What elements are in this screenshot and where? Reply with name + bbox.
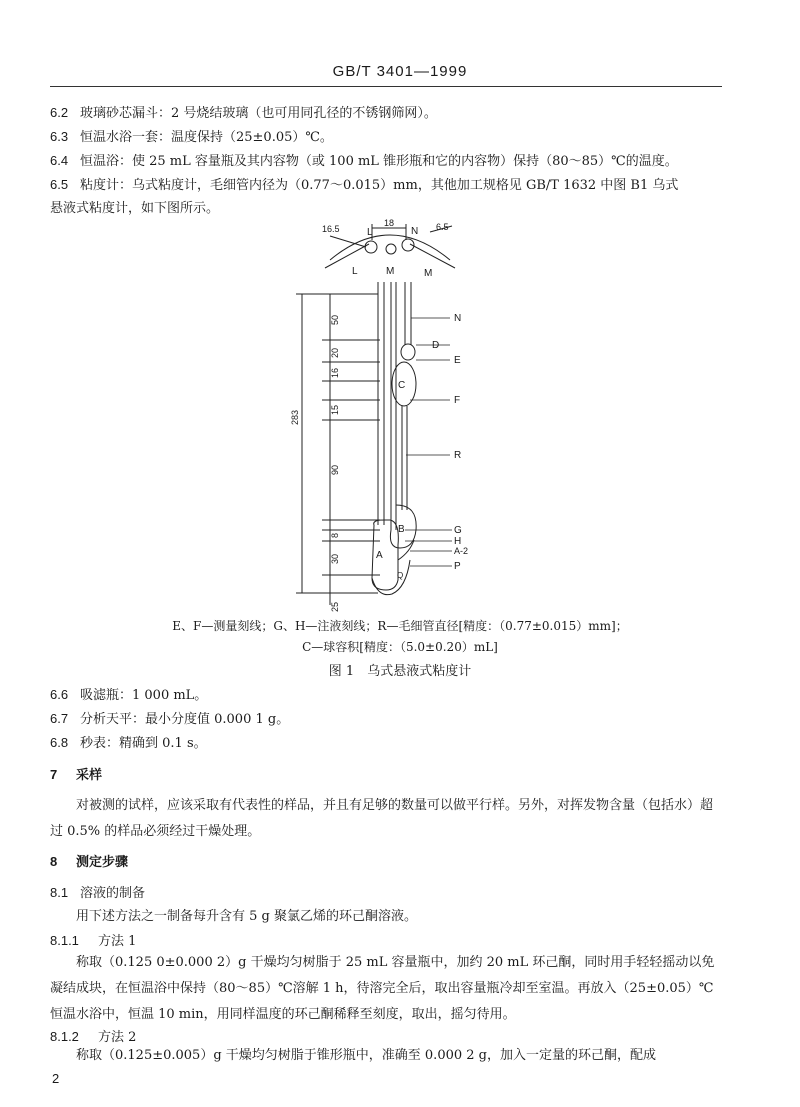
item-number: 6.2 [50, 105, 69, 120]
label-e: E [454, 355, 461, 366]
tube-circle-l [365, 241, 377, 253]
section-number: 8.1 [50, 885, 69, 900]
dim-20: 20 [330, 347, 340, 358]
section-title: 溶液的制备 [80, 886, 146, 901]
dim-90: 90 [330, 464, 340, 475]
dim-15: 15 [330, 404, 340, 415]
section-number: 8 [50, 854, 58, 869]
item-6-4 [50, 152, 678, 171]
label-c: C [398, 380, 406, 391]
item-number: 6.6 [50, 687, 69, 702]
label-g: G [454, 525, 462, 536]
item-number: 6.8 [50, 735, 69, 750]
dim-16-5: 16.5 [322, 224, 340, 234]
label-n: N [411, 226, 419, 237]
item-number: 6.3 [50, 129, 69, 144]
label-h: H [454, 536, 462, 547]
label-a2: A-2 [454, 546, 469, 556]
tube-circle-n [402, 239, 414, 251]
item-6-5-continued: 悬液式粘度计，如下图所示。 [50, 201, 220, 216]
label-p: P [454, 561, 461, 572]
item-number: 6.5 [50, 177, 69, 192]
label-r: R [454, 450, 462, 461]
item-text: 分析天平：最小分度值 0.000 1 g。 [80, 712, 290, 727]
item-text: 恒温浴：使 25 mL 容量瓶及其内容物（或 100 mL 锥形瓶和它的内容物）保持（80～85）℃的温度。 [80, 154, 678, 169]
label-b: B [398, 524, 405, 535]
section-8-1-heading [50, 884, 145, 903]
item-6-3 [50, 128, 333, 147]
section-title: 方法 2 [98, 1030, 137, 1045]
label-n-lead: N [454, 313, 462, 324]
section-number: 8.1.2 [50, 1029, 79, 1044]
label-a: A [376, 550, 383, 561]
item-number: 6.7 [50, 711, 69, 726]
bulb-d [401, 344, 415, 360]
dim-50: 50 [330, 314, 340, 325]
page-number: 2 [52, 1071, 60, 1086]
figure-caption-line-1: E、F—测量刻线；G、H—注液刻线；R—毛细管直径[精度：（0.77±0.015）mm]； [172, 619, 628, 633]
label-l-bottom: L [352, 266, 358, 277]
dim-16: 16 [330, 367, 340, 378]
dim-6-5: 6.5 [436, 222, 449, 232]
section-number: 8.1.1 [50, 933, 79, 948]
item-text: 玻璃砂芯漏斗：2 号烧结玻璃（也可用同孔径的不锈钢筛网）。 [80, 106, 437, 121]
figure-caption-line-2: C—球容积[精度：（5.0±0.20）mL] [302, 640, 498, 654]
label-m-left: M [386, 266, 395, 277]
item-6-7 [50, 710, 289, 729]
section-8-1-2-paragraph: 称取（0.125±0.005）g 干燥均匀树脂于锥形瓶中，准确至 0.000 2 g，加入一定量的环己酮，配成 [76, 1048, 656, 1063]
top-view-arc [330, 235, 450, 260]
reservoir-a [372, 520, 398, 590]
label-q: Q [397, 571, 404, 580]
section-title: 测定步骤 [76, 855, 129, 870]
item-number: 6.4 [50, 153, 69, 168]
dim-18: 18 [384, 218, 395, 228]
item-6-2 [50, 104, 437, 123]
item-6-8 [50, 734, 207, 753]
label-m-right: M [424, 268, 433, 279]
page-header-standard-code: GB/T 3401—1999 [332, 63, 468, 80]
dim-30: 30 [330, 553, 340, 564]
item-text: 恒温水浴一套：温度保持（25±0.05）℃。 [80, 130, 333, 145]
item-6-5 [50, 176, 678, 195]
label-l: L [367, 227, 373, 238]
section-title: 方法 1 [98, 934, 137, 949]
item-text: 吸滤瓶：1 000 mL。 [80, 688, 208, 703]
label-d: D [432, 340, 440, 351]
section-number: 7 [50, 767, 58, 782]
section-8-1-1-heading [50, 932, 136, 951]
dim-283: 283 [290, 409, 300, 425]
section-8-1-1-paragraph: 称取（0.125 0±0.000 2）g 干燥均匀树脂于 25 mL 容量瓶中，加约 20 mL 环己酮，同时用手轻轻摇动以免凝结成块，在恒温浴中保持（80～85）℃溶解 1 h，待溶完全后，取出容量瓶冷却至室温。再放入（25±0.05）℃恒温水浴中，恒温 10 min，用同样温度的环己酮稀释至刻度，取出，摇匀待用。 [50, 955, 715, 1022]
bulb-c [392, 362, 416, 406]
section-title: 采样 [76, 768, 103, 783]
section-7-paragraph: 对被测的试样，应该采取有代表性的样品，并且有足够的数量可以做平行样。另外，对挥发物含量（包括水）超过 0.5% 的样品必须经过干燥处理。 [50, 798, 714, 839]
figure-title: 图 1 乌式悬液式粘度计 [328, 664, 472, 679]
bulb-b [390, 505, 416, 548]
dim-8: 8 [330, 532, 340, 538]
tube-circle-m [386, 244, 396, 254]
section-7-heading [50, 766, 102, 785]
item-6-6 [50, 686, 207, 705]
header-rule [50, 86, 722, 87]
label-f: F [454, 395, 461, 406]
item-text: 秒表：精确到 0.1 s。 [80, 736, 207, 751]
item-text: 粘度计：乌式粘度计，毛细管内径为（0.77～0.015）mm，其他加工规格见 GB/T 1632 中图 B1 乌式 [80, 178, 679, 193]
dim-25: 25 [330, 601, 340, 612]
section-8-heading [50, 853, 128, 872]
section-8-1-text: 用下述方法之一制备每升含有 5 g 聚氯乙烯的环己酮溶液。 [76, 909, 417, 924]
